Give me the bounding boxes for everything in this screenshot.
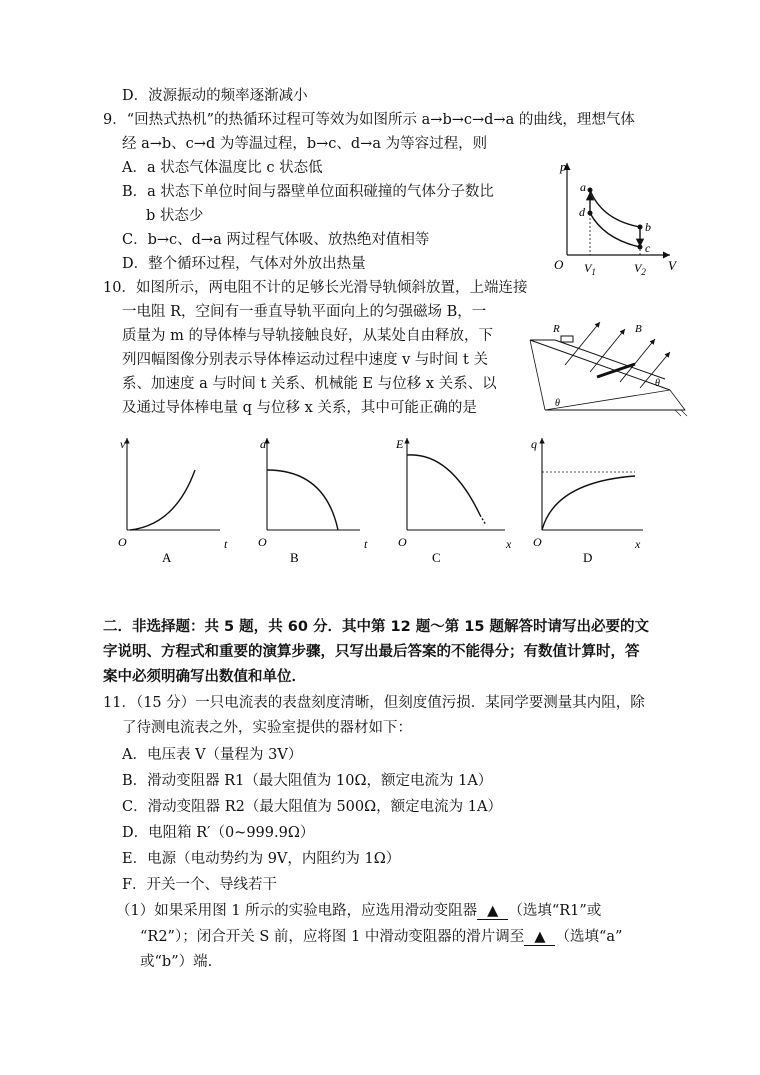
q10-stem-line3: 质量为 m 的导体棒与导轨接触良好，从某处自由释放，下	[122, 328, 493, 344]
curve-d	[542, 476, 635, 530]
svg-text:O: O	[533, 535, 542, 549]
q11-part1-line2: “R2”）；闭合开关 S 前，应将图 1 中滑动变阻器的滑片调至 ▲ （选填“a”	[140, 929, 623, 945]
origin-label: O	[554, 257, 564, 272]
graph-b	[258, 437, 368, 565]
q9-stem-line2: 经 a→b、c→d 为等温过程，b→c、d→a 为等容过程，则	[122, 136, 488, 152]
svg-text:a: a	[260, 437, 266, 451]
q8-option-d: D．波源振动的频率逐渐减小	[122, 88, 308, 104]
curve-a	[130, 470, 195, 530]
isotherm-ab	[590, 190, 640, 227]
v1-label: $V_1$	[584, 261, 596, 277]
graph-c-caption: C	[432, 550, 441, 565]
q11-option-c: C．滑动变阻器 R2（最大阻值为 500Ω，额定电流为 1A）	[122, 799, 502, 815]
point-a-label: a	[580, 180, 586, 194]
resistor-r	[561, 336, 573, 342]
q9-stem-line1: 9．“回热式热机”的热循环过程可等效为如图所示 a→b→c→d→a 的曲线，理想气体	[103, 112, 635, 128]
graph-b-caption: B	[290, 550, 299, 565]
q11-part1-line3: 或“b”）端.	[140, 954, 213, 970]
graph-d	[531, 437, 643, 565]
q11-option-a: A．电压表 V（量程为 3V）	[122, 747, 303, 763]
svg-text:v: v	[120, 437, 126, 451]
graph-a-caption: A	[162, 550, 172, 565]
svg-text:t: t	[364, 537, 368, 551]
q9-option-d: D．整个循环过程，气体对外放出热量	[122, 256, 366, 272]
theta-label-2: θ	[655, 378, 660, 389]
resistor-label: R	[553, 323, 560, 335]
b-field-label: B	[635, 323, 642, 335]
v2-label: $V_2$	[634, 261, 646, 277]
q9-pv-diagram	[550, 155, 680, 285]
q11-part1-line1: （1）如果采用图 1 所示的实验电路，应选用滑动变阻器 ▲ （选填“R1”或	[116, 903, 602, 919]
q11-option-e: E．电源（电动势约为 9V，内阻约为 1Ω）	[122, 851, 401, 867]
q11-option-f: F．开关一个、导线若干	[122, 877, 278, 893]
q10-stem-line5: 系、加速度 a 与时间 t 关系、机械能 E 与位移 x 关系、以	[122, 376, 497, 392]
q10-stem-line6: 及通过导体棒电量 q 与位移 x 关系，其中可能正确的是	[122, 400, 477, 416]
q11-option-d: D．电阻箱 R′（0~999.9Ω）	[122, 825, 315, 841]
answer-blank-2[interactable]: ▲	[524, 929, 555, 946]
svg-text:q: q	[531, 437, 537, 451]
q9-option-a: A．a 状态气体温度比 c 状态低	[122, 160, 323, 176]
p-label: p	[560, 159, 567, 174]
q11-stem-line1: 11．（15 分）一只电流表的表盘刻度清晰，但刻度值污损．某同学要测量其内阻，除	[103, 695, 645, 711]
q9-option-b-line2: b 状态少	[146, 208, 204, 224]
section2-line1: 二．非选择题：共 5 题，共 60 分．其中第 12 题～第 15 题解答时请写出必要的文	[103, 619, 650, 635]
q9-option-b-line1: B．a 状态下单位时间与器壁单位面积碰撞的气体分子数比	[122, 184, 494, 200]
rail-top	[530, 340, 670, 390]
curve-b	[267, 470, 338, 530]
svg-text:E: E	[396, 437, 404, 451]
section2-line3: 案中必须明确写出数值和单位．	[103, 669, 306, 685]
q10-incline-diagram	[525, 310, 695, 420]
q9-option-c: C．b→c、d→a 两过程气体吸、放热绝对值相等	[122, 232, 430, 248]
graph-d-caption: D	[583, 550, 593, 565]
q10-stem-line2: 一电阻 R，空间有一垂直导轨平面向上的匀强磁场 B，一	[122, 304, 487, 320]
point-b-label: b	[645, 220, 651, 234]
section2-line2: 字说明、方程式和重要的演算步骤，只写出最后答案的不能得分；有数值计算时，答	[103, 644, 640, 660]
answer-blank-1[interactable]: ▲	[477, 903, 508, 920]
svg-text:x: x	[635, 537, 641, 551]
graph-c	[395, 437, 512, 565]
svg-text:O: O	[398, 535, 407, 549]
theta-label-1: θ	[555, 398, 560, 409]
v-label: V	[668, 258, 676, 273]
point-c-label: c	[645, 241, 651, 255]
graph-a	[118, 437, 228, 565]
q10-graphs	[110, 430, 670, 570]
svg-text:O: O	[118, 535, 127, 549]
svg-text:x: x	[506, 537, 512, 551]
q10-stem-line4: 列四幅图像分别表示导体棒运动过程中速度 v 与时间 t 关	[122, 352, 488, 368]
point-d-label: d	[579, 205, 585, 219]
curve-c	[407, 455, 480, 515]
q11-stem-line2: 了待测电流表之外，实验室提供的器材如下：	[122, 720, 412, 736]
q11-option-b: B．滑动变阻器 R1（最大阻值为 10Ω，额定电流为 1A）	[122, 773, 493, 789]
svg-text:t: t	[224, 537, 228, 551]
svg-text:O: O	[258, 535, 267, 549]
q10-stem-line1: 10．如图所示，两电阻不计的足够长光滑导轨倾斜放置，上端连接	[103, 280, 528, 296]
